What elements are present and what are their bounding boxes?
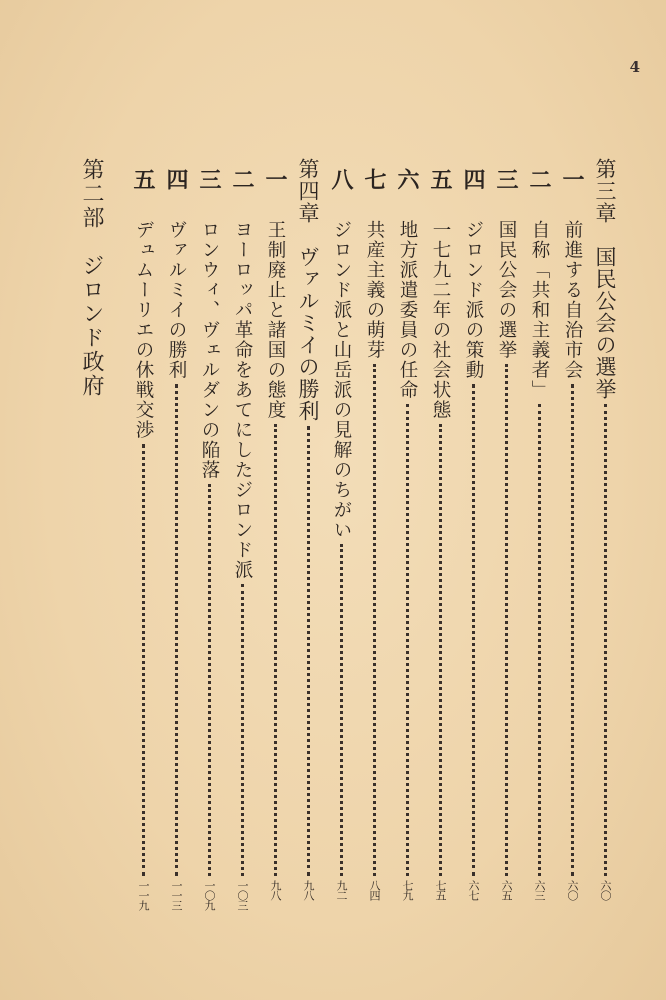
page-ref: 九八 (302, 880, 315, 900)
page-ref: 一一九 (137, 880, 150, 910)
section-title: ヨーロッパ革命をあてにしたジロンド派 (232, 220, 253, 580)
chapter-entry (590, 158, 620, 920)
section-number: 五 (130, 168, 156, 190)
section-number: 三 (493, 168, 519, 190)
section-title: 共産主義の萌芽 (364, 220, 385, 360)
section-title: ジロンド派の策動 (463, 220, 484, 380)
page-ref: 八四 (368, 880, 381, 900)
section-entry (359, 158, 389, 920)
page-ref: 七九 (401, 880, 414, 900)
section-entry (194, 158, 224, 920)
page-ref: 六〇 (599, 880, 612, 900)
section-title: デュムーリエの休戦交渉 (133, 220, 154, 440)
dot-leader (241, 584, 244, 876)
dot-leader (274, 424, 277, 876)
section-entry (491, 158, 521, 920)
section-title: 前進する自治市会 (562, 220, 583, 380)
section-number: 四 (460, 168, 486, 190)
section-number: 二 (526, 168, 552, 190)
section-entry (425, 158, 455, 920)
section-number: 六 (394, 168, 420, 190)
section-title: 王制廃止と諸国の態度 (265, 220, 286, 420)
section-title: ジロンド派と山岳派の見解のちがい (331, 220, 352, 540)
section-number: 一 (262, 168, 288, 190)
page-ref: 九八 (269, 880, 282, 900)
section-number: 四 (163, 168, 189, 190)
section-entry (392, 158, 422, 920)
dot-leader (538, 404, 541, 876)
section-title: 自称「共和主義者」 (529, 220, 550, 400)
chapter-title: 第四章 ヴァルミイの勝利 (296, 158, 320, 422)
page-ref: 七五 (434, 880, 447, 900)
section-entry (227, 158, 257, 920)
page-ref: 六七 (467, 880, 480, 900)
section-number: 五 (427, 168, 453, 190)
section-number: 八 (328, 168, 354, 190)
chapter-title: 第三章 国民公会の選挙 (593, 158, 617, 400)
dot-leader (571, 384, 574, 876)
dot-leader (604, 404, 607, 876)
page-number: 4 (629, 58, 640, 76)
dot-leader (505, 364, 508, 876)
section-entry (524, 158, 554, 920)
page-ref: 一〇三 (236, 880, 249, 910)
section-number: 一 (559, 168, 585, 190)
page-ref: 一〇九 (203, 880, 216, 910)
dot-leader (439, 424, 442, 876)
section-entry (161, 158, 191, 920)
section-number: 三 (196, 168, 222, 190)
section-number: 二 (229, 168, 255, 190)
section-title: ロンウィ、ヴェルダンの陥落 (199, 220, 220, 480)
chapter-entry (293, 158, 323, 920)
section-title: 一七九二年の社会状態 (430, 220, 451, 420)
page-ref: 六〇 (566, 880, 579, 900)
section-entry (557, 158, 587, 920)
page-ref: 九二 (335, 880, 348, 900)
section-entry (260, 158, 290, 920)
page-ref: 六五 (500, 880, 513, 900)
dot-leader (208, 484, 211, 876)
dot-leader (373, 364, 376, 876)
dot-leader (406, 404, 409, 876)
dot-leader (340, 544, 343, 876)
part-heading: 第二部 ジロンド政府 (79, 158, 104, 398)
dot-leader (142, 444, 145, 876)
dot-leader (307, 426, 310, 876)
section-entry (128, 158, 158, 920)
page-ref: 一一三 (170, 880, 183, 910)
dot-leader (472, 384, 475, 876)
section-title: 地方派遣委員の任命 (397, 220, 418, 400)
section-title: 国民公会の選挙 (496, 220, 517, 360)
section-number: 七 (361, 168, 387, 190)
dot-leader (175, 384, 178, 876)
section-title: ヴァルミイの勝利 (166, 220, 187, 380)
page-ref: 六三 (533, 880, 546, 900)
section-entry (326, 158, 356, 920)
section-entry (458, 158, 488, 920)
